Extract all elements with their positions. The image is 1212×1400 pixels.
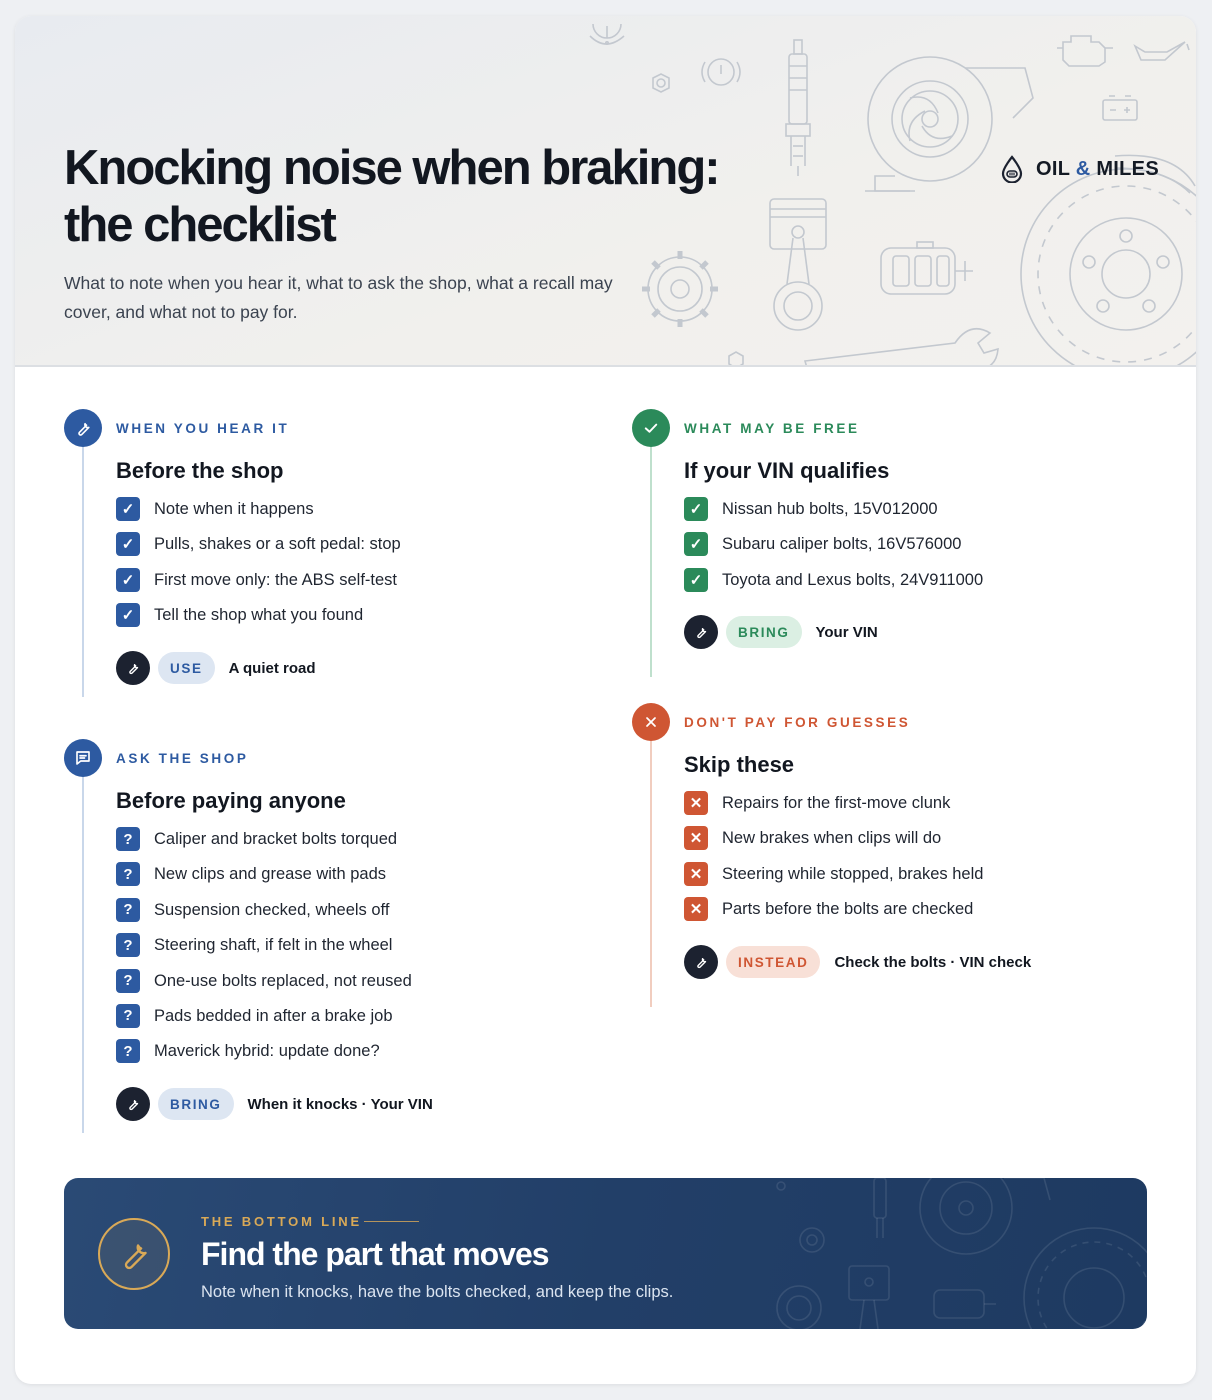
- wrench-icon: [116, 651, 150, 685]
- list-item: ? Caliper and bracket bolts torqued: [116, 827, 412, 862]
- section-title: Skip these: [684, 752, 795, 777]
- question-icon: ?: [116, 862, 140, 886]
- checkbox-checked-icon: ✓: [116, 497, 140, 521]
- section-eyebrow: ASK THE SHOP: [116, 751, 249, 766]
- cross-icon: ✕: [684, 791, 708, 815]
- tag-pill: BRING: [158, 1088, 234, 1120]
- divider: [364, 1221, 419, 1222]
- brand-name: [1036, 158, 1159, 181]
- bottom-line-title: Find the part that moves: [201, 1236, 549, 1272]
- section-timeline: [650, 741, 652, 1007]
- page-lede: What to note when you hear it, what to ask the shop, what a recall may cover, and what not to pay for.: [64, 273, 613, 322]
- list-item: ? New clips and grease with pads: [116, 862, 412, 897]
- wrench-icon: [116, 1087, 150, 1121]
- brand-name-part2: MILES: [1096, 157, 1159, 180]
- checklist: [116, 827, 412, 1075]
- list-item: ✓ Toyota and Lexus bolts, 24V911000: [684, 568, 983, 603]
- question-icon: ?: [116, 1004, 140, 1028]
- question-icon: ?: [116, 898, 140, 922]
- x-icon: [632, 703, 670, 741]
- checklist: [684, 791, 983, 933]
- list-item: ✓ Subaru caliper bolts, 16V576000: [684, 532, 983, 567]
- section-eyebrow: WHAT MAY BE FREE: [684, 421, 860, 436]
- tag-pill: USE: [158, 652, 215, 684]
- bottom-line-banner: [64, 1178, 1147, 1329]
- question-icon: ?: [116, 827, 140, 851]
- bottom-line-text: Note when it knocks, have the bolts checked, and keep the clips.: [201, 1283, 674, 1301]
- section-title: Before paying anyone: [116, 788, 346, 813]
- section-eyebrow: DON'T PAY FOR GUESSES: [684, 715, 911, 730]
- section-footer: [684, 615, 878, 649]
- checkbox-checked-icon: ✓: [684, 497, 708, 521]
- checkbox-checked-icon: ✓: [684, 568, 708, 592]
- checkbox-checked-icon: ✓: [116, 568, 140, 592]
- checkbox-checked-icon: ✓: [116, 603, 140, 627]
- list-item: ✓ Tell the shop what you found: [116, 603, 401, 638]
- section-timeline: [82, 777, 84, 1133]
- list-item: ✕ Repairs for the first-move clunk: [684, 791, 983, 826]
- list-item: ✓ Pulls, shakes or a soft pedal: stop: [116, 532, 401, 567]
- section-timeline: [650, 447, 652, 677]
- checklist: [684, 497, 983, 603]
- check-icon: [632, 409, 670, 447]
- section-eyebrow: WHEN YOU HEAR IT: [116, 421, 290, 436]
- list-item: ? Pads bedded in after a brake job: [116, 1004, 412, 1039]
- footer-text: Your VIN: [815, 623, 878, 641]
- list-item: ✕ New brakes when clips will do: [684, 826, 983, 861]
- footer-text: Check the bolts · VIN check: [834, 953, 1032, 971]
- page-title: [64, 140, 784, 254]
- wrench-icon: [98, 1218, 170, 1290]
- cross-icon: ✕: [684, 826, 708, 850]
- section-footer: [116, 1087, 433, 1121]
- list-item: ? One-use bolts replaced, not reused: [116, 969, 412, 1004]
- footer-text: When it knocks · Your VIN: [247, 1095, 433, 1113]
- bottom-line-eyebrow: THE BOTTOM LINE: [201, 1214, 362, 1229]
- list-item: ? Suspension checked, wheels off: [116, 898, 412, 933]
- chat-icon: [64, 739, 102, 777]
- list-item: ✓ Nissan hub bolts, 15V012000: [684, 497, 983, 532]
- wrench-icon: [684, 945, 718, 979]
- checkbox-checked-icon: ✓: [684, 532, 708, 556]
- question-icon: ?: [116, 969, 140, 993]
- list-item: ✓ Note when it happens: [116, 497, 401, 532]
- section-title: If your VIN qualifies: [684, 458, 890, 483]
- wrench-icon: [684, 615, 718, 649]
- tag-pill: INSTEAD: [726, 946, 820, 978]
- brand-name-part1: OIL: [1036, 157, 1070, 180]
- checkbox-checked-icon: ✓: [116, 532, 140, 556]
- tag-pill: BRING: [726, 616, 802, 648]
- section-footer: [684, 945, 1031, 979]
- oil-drop-icon: [1000, 155, 1024, 183]
- checklist: [116, 497, 401, 639]
- section-timeline: [82, 447, 84, 697]
- list-item: ? Maverick hybrid: update done?: [116, 1039, 412, 1074]
- page-title-line2: the checklist: [64, 198, 335, 252]
- list-item: ? Steering shaft, if felt in the wheel: [116, 933, 412, 968]
- question-icon: ?: [116, 933, 140, 957]
- list-item: ✕ Parts before the bolts are checked: [684, 897, 983, 932]
- question-icon: ?: [116, 1039, 140, 1063]
- section-title: Before the shop: [116, 458, 284, 483]
- cross-icon: ✕: [684, 897, 708, 921]
- cross-icon: ✕: [684, 862, 708, 886]
- list-item: ✕ Steering while stopped, brakes held: [684, 862, 983, 897]
- page-title-line1: Knocking noise when braking:: [64, 141, 719, 195]
- section-footer: [116, 651, 316, 685]
- brand-logo[interactable]: [1000, 155, 1159, 183]
- list-item: ✓ First move only: the ABS self-test: [116, 568, 401, 603]
- wrench-icon: [64, 409, 102, 447]
- hero-header: [15, 16, 1196, 367]
- checklist-card: [15, 16, 1196, 1384]
- footer-text: A quiet road: [228, 659, 316, 677]
- brand-name-amp: &: [1075, 157, 1091, 180]
